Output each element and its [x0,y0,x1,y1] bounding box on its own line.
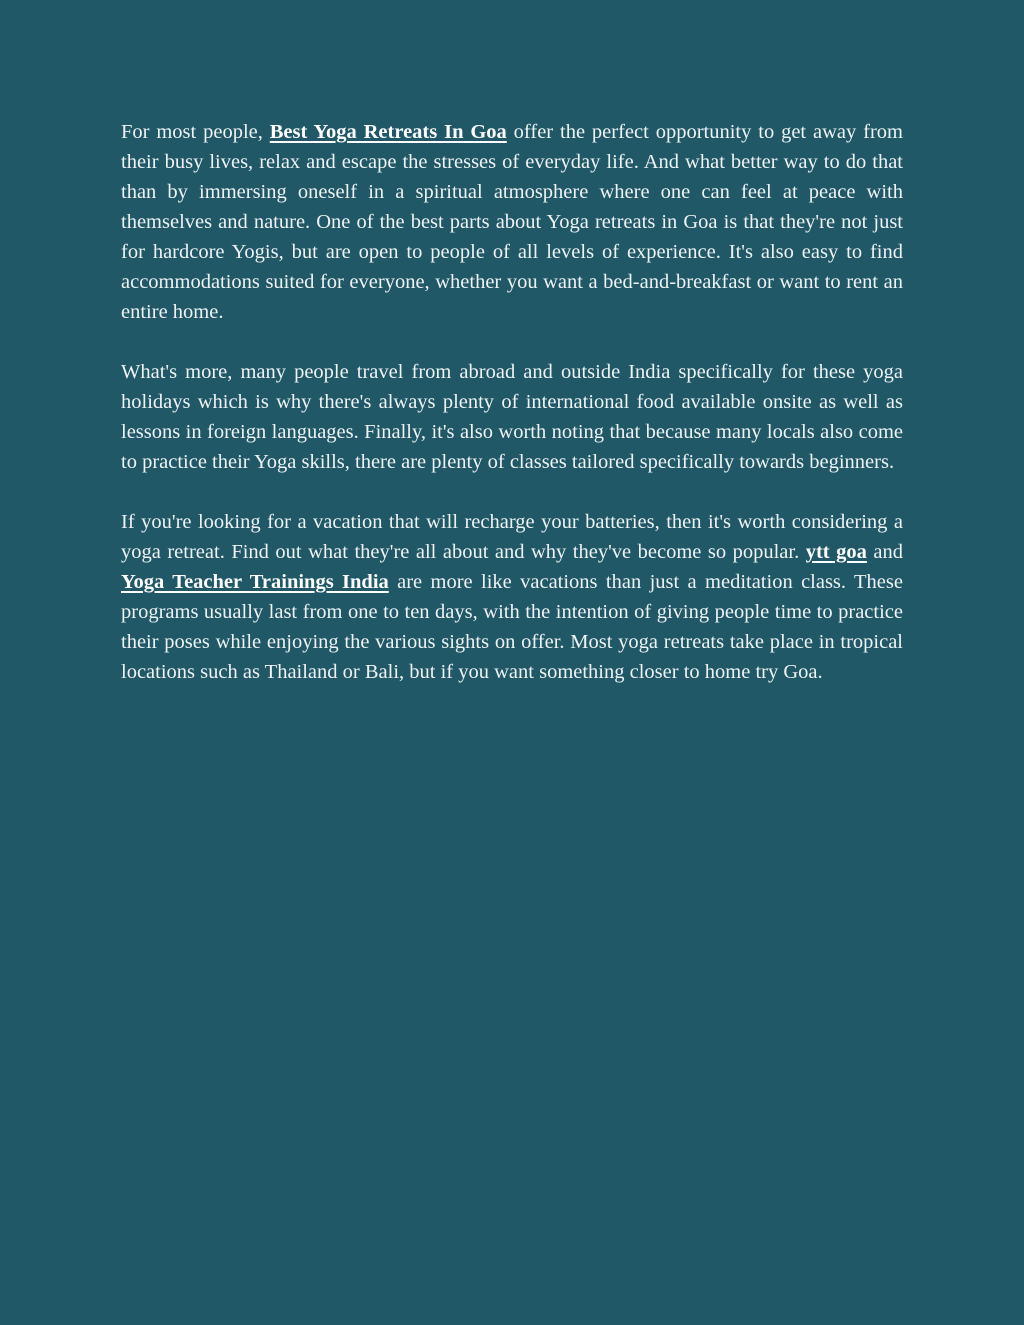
article-body [121,117,903,717]
paragraph-1-body: offer the perfect opportunity to get away from their busy lives, relax and escape the stresses of everyday life. And what better way to do that than by immersing oneself in a spiritual atmosphere where one can feel at peace with themselves and nature. One of the best parts about Yoga retreats in Goa is that they're not just for hardcore Yogis, but are open to people of all levels of experience. It's also easy to find accommodations suited for everyone, whether you want a bed-and-breakfast or want to rent an entire home. [121,121,903,323]
best-yoga-retreats-goa-link[interactable]: Best Yoga Retreats In Goa [269,121,507,143]
paragraph-2-body: What's more, many people travel from abroad and outside India specifically for these yoga holidays which is why there's always plenty of international food available onsite as well as lessons in foreign languages. Finally, it's also worth noting that because many locals also come to practice their Yoga skills, there are plenty of classes tailored specifically towards beginners. [121,361,903,473]
paragraph-3 [121,507,903,687]
paragraph-3-body: are more like vacations than just a meditation class. These programs usually last from one to ten days, with the intention of giving people time to practice their poses while enjoying the various sights on offer. Most yoga retreats take place in tropical locations such as Thailand or Bali, but if you want something closer to home try Goa. [121,571,903,683]
paragraph-3-intro: If you're looking for a vacation that will recharge your batteries, then it's worth considering a yoga retreat. Find out what they're all about and why they've become so popular. [121,511,903,563]
paragraph-3-conjunction: and [866,541,903,563]
paragraph-2 [121,357,903,477]
ytt-goa-link[interactable]: ytt goa [805,541,867,563]
paragraph-1 [121,117,903,327]
paragraph-1-intro: For most people, [121,121,270,143]
yoga-teacher-trainings-india-link[interactable]: Yoga Teacher Trainings India [121,571,389,593]
